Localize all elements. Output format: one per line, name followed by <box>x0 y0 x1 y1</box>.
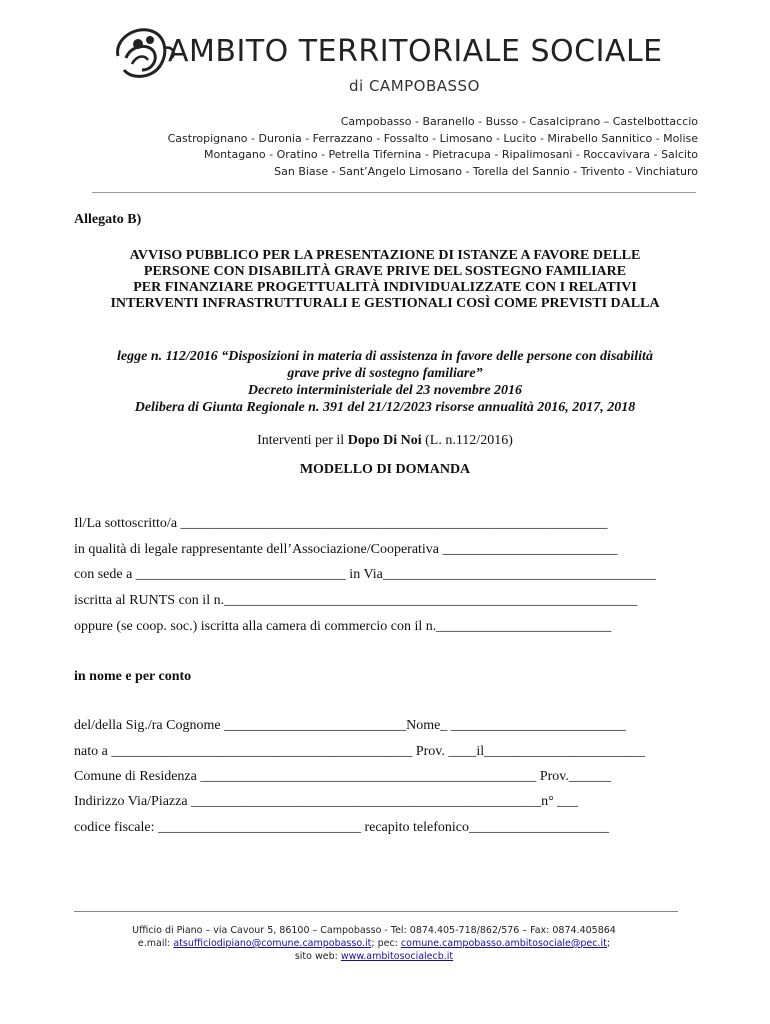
form-field-nascita[interactable]: nato a ___________________________________________ Prov. ____il_______________________ <box>74 744 646 759</box>
footer-address: Ufficio di Piano – via Cavour 5, 86100 – Campobasso - Tel: 0874.405-718/862/576 – Fax: 0874.405864 <box>132 925 616 936</box>
form-field-sottoscritto[interactable]: Il/La sottoscritto/a _____________________________________________________________ <box>74 516 608 531</box>
form-field-rappresentante[interactable]: in qualità di legale rappresentante dell’Associazione/Cooperativa _________________________ <box>74 542 618 557</box>
footer-site <box>74 950 674 963</box>
interventi-suffix: (L. n.112/2016) <box>421 433 513 448</box>
footer-site-link[interactable]: www.ambitosocialecb.it <box>340 951 454 962</box>
legge-line: Delibera di Giunta Regionale n. 391 del 21/12/2023 risorse annualità 2016, 2017, 2018 <box>134 400 636 415</box>
footer-email-label: e.mail: <box>137 938 174 949</box>
legge-line: grave prive di sostegno familiare” <box>287 366 483 381</box>
municipalities-line: Montagano - Oratino - Petrella Tifernina - Pietracupa - Ripalimosani - Roccavivara - Salcito <box>203 148 698 161</box>
form-field-sede[interactable]: con sede a ______________________________ in Via_______________________________________ <box>74 567 656 582</box>
footer-pec-link[interactable]: comune.campobasso.ambitosociale@pec.it <box>400 938 607 949</box>
legge-line: Decreto interministeriale del 23 novembre 2016 <box>247 383 523 398</box>
interventi-prefix: Interventi per il <box>257 433 348 448</box>
municipalities-line: Campobasso - Baranello - Busso - Casalciprano – Castelbottaccio <box>340 115 698 128</box>
footer-site-label: sito web: <box>294 951 341 962</box>
avviso-title <box>70 248 700 312</box>
avviso-line: INTERVENTI INFRASTRUTTURALI E GESTIONALI COSÌ COME PREVISTI DALLA <box>110 296 660 311</box>
municipalities-list <box>168 114 698 180</box>
in-nome-heading: in nome e per conto <box>74 669 192 684</box>
form-field-indirizzo[interactable]: Indirizzo Via/Piazza __________________________________________________n° ___ <box>74 794 579 809</box>
footer-pec-label: ; pec: <box>371 938 401 949</box>
form-field-camera-commercio[interactable]: oppure (se coop. soc.) iscritta alla camera di commercio con il n._________________________ <box>74 619 612 634</box>
footer-pec-suffix: ; <box>606 938 611 949</box>
legge-line: legge n. 112/2016 “Disposizioni in materia di assistenza in favore delle persone con disabilità <box>117 349 653 364</box>
modello-title: MODELLO DI DOMANDA <box>299 462 471 477</box>
footer <box>74 924 674 963</box>
form-field-codice-fiscale[interactable]: codice fiscale: _____________________________ recapito telefonico____________________ <box>74 820 610 835</box>
avviso-line: PER FINANZIARE PROGETTUALITÀ INDIVIDUALIZZATE CON I RELATIVI <box>133 280 637 295</box>
form-field-cognome-nome[interactable]: del/della Sig./ra Cognome __________________________Nome_ _________________________ <box>74 718 626 733</box>
municipalities-line: Castropignano - Duronia - Ferrazzano - Fossalto - Limosano - Lucito - Mirabello Sannitico - Molise <box>167 131 698 145</box>
org-title: AMBITO TERRITORIALE SOCIALE <box>168 34 663 69</box>
form-field-residenza[interactable]: Comune di Residenza ________________________________________________ Prov.______ <box>74 769 611 784</box>
allegato-label: Allegato B) <box>74 212 142 227</box>
avviso-line: AVVISO PUBBLICO PER LA PRESENTAZIONE DI ISTANZE A FAVORE DELLE <box>129 248 641 263</box>
legge-reference <box>70 348 700 416</box>
org-subtitle: di CAMPOBASSO <box>349 77 480 95</box>
interventi-line <box>70 433 700 449</box>
footer-divider <box>74 911 678 912</box>
footer-contacts <box>74 937 674 950</box>
form-field-runts[interactable]: iscritta al RUNTS con il n.___________________________________________________________ <box>74 593 638 608</box>
municipalities-line: San Biase - Sant’Angelo Limosano - Torella del Sannio - Trivento - Vinchiaturo <box>274 164 698 178</box>
header-divider <box>92 192 696 193</box>
interventi-bold: Dopo Di Noi <box>347 433 422 448</box>
avviso-line: PERSONE CON DISABILITÀ GRAVE PRIVE DEL SOSTEGNO FAMILIARE <box>143 264 627 279</box>
footer-email-link[interactable]: atsufficiodipiano@comune.campobasso.it <box>173 938 372 949</box>
